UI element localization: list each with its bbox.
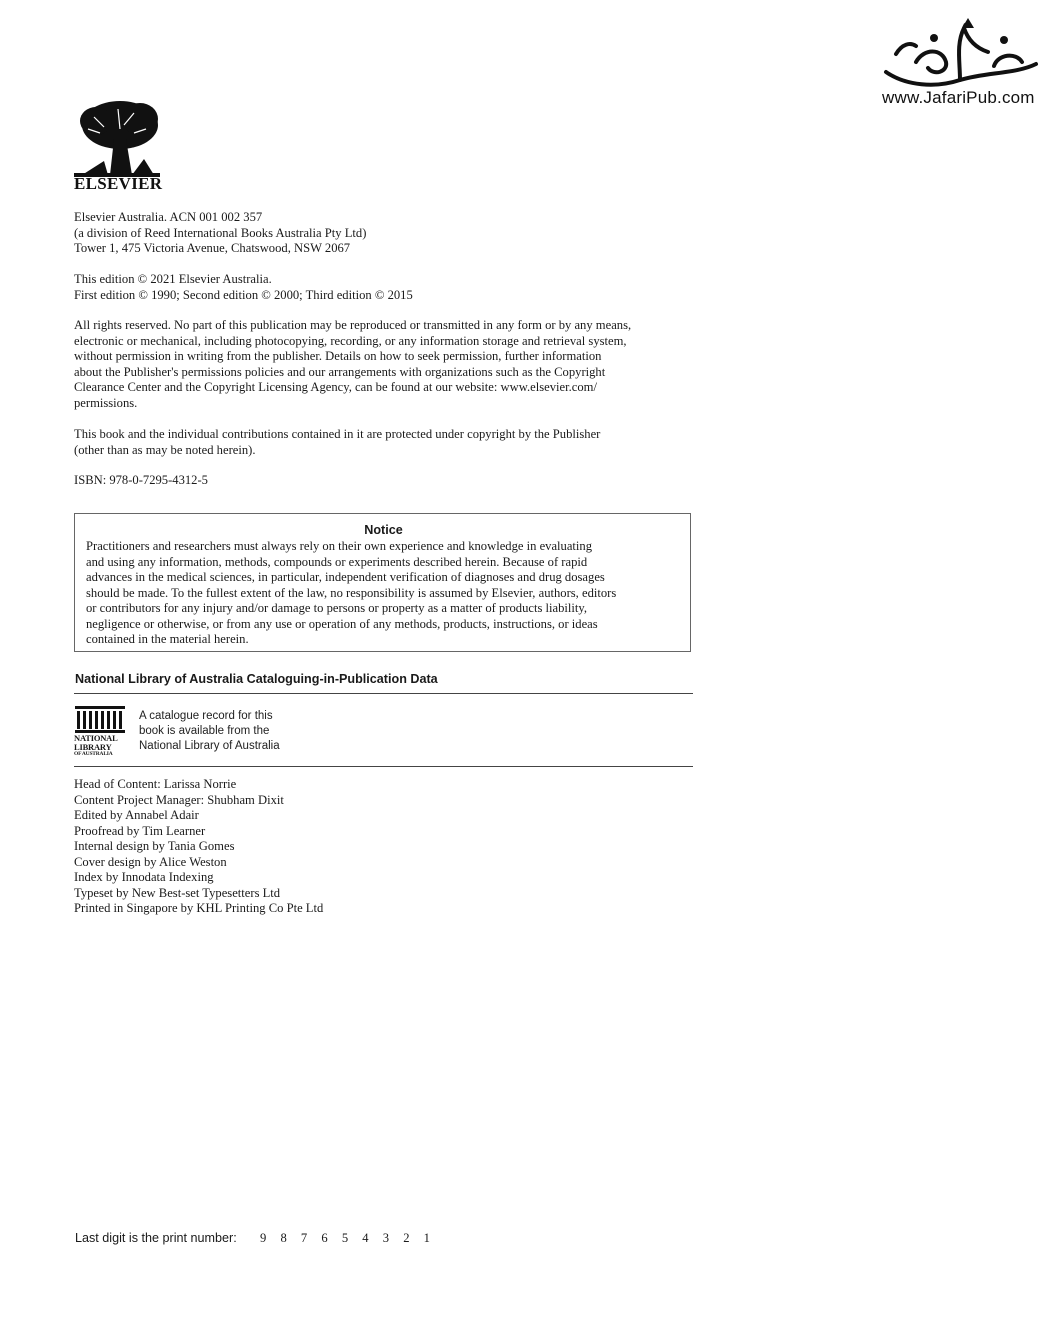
- notice-line: should be made. To the fullest extent of the law, no responsibility is assumed by Elsevier, authors, editors: [86, 585, 617, 600]
- print-digit: 2: [403, 1231, 410, 1245]
- copyright-note: [74, 427, 600, 458]
- credit-line: Content Project Manager: Shubham Dixit: [74, 792, 284, 807]
- nla-logo-line: OF AUSTRALIA: [74, 751, 113, 757]
- notice-box: [74, 513, 691, 652]
- catalogue-line: A catalogue record for this: [139, 710, 273, 722]
- imprint-line: Elsevier Australia. ACN 001 002 357: [74, 210, 263, 224]
- rights-line: permissions.: [74, 395, 138, 410]
- edition-line: This edition © 2021 Elsevier Australia.: [74, 272, 272, 286]
- credit-line: Head of Content: Larissa Norrie: [74, 777, 237, 791]
- cip-top-rule: [74, 693, 693, 694]
- catalogue-record-text: [139, 709, 280, 754]
- print-number-line: [75, 1231, 430, 1246]
- print-digit: 4: [362, 1231, 369, 1245]
- print-digit: 1: [423, 1231, 430, 1245]
- credit-line: Typeset by New Best-set Typesetters Ltd: [74, 885, 281, 900]
- edition-history: [74, 272, 413, 303]
- notice-line: and using any information, methods, compounds or experiments described herein. Because of rapid: [86, 554, 588, 569]
- notice-line: or contributors for any injury and/or damage to persons or property as a matter of products liability,: [86, 601, 588, 615]
- nla-logo-text: [74, 734, 126, 757]
- rights-line: Clearance Center and the Copyright Licensing Agency, can be found at our website: www.elsevier.com/: [74, 380, 597, 394]
- credit-line: Printed in Singapore by KHL Printing Co Pte Ltd: [74, 901, 324, 915]
- rights-line: electronic or mechanical, including photocopying, recording, or any information storage and retrieval system,: [74, 333, 627, 348]
- notice-line: Practitioners and researchers must always rely on their own experience and knowledge in evaluating: [86, 539, 593, 553]
- imprint-line: Tower 1, 475 Victoria Avenue, Chatswood, NSW 2067: [74, 241, 351, 255]
- watermark-url: www.JafariPub.com: [882, 88, 1035, 107]
- copyright-line: (other than as may be noted herein).: [74, 442, 256, 457]
- nla-logo-line: NATIONAL: [74, 733, 118, 743]
- production-credits: [74, 777, 323, 917]
- catalogue-line: book is available from the: [139, 725, 270, 737]
- print-digit: 8: [280, 1231, 287, 1245]
- edition-line: First edition © 1990; Second edition © 2000; Third edition © 2015: [74, 287, 413, 302]
- notice-line: advances in the medical sciences, in particular, independent verification of diagnoses and drug dosages: [86, 570, 605, 584]
- nla-logo-line: LIBRARY: [74, 741, 112, 752]
- credit-line: Cover design by Alice Weston: [74, 854, 227, 869]
- imprint-address: [74, 210, 366, 257]
- imprint-line: (a division of Reed International Books Australia Pty Ltd): [74, 225, 367, 240]
- notice-body: [86, 539, 616, 648]
- print-digit: 9: [260, 1231, 267, 1245]
- notice-title: Notice: [364, 523, 403, 537]
- print-digit: 6: [321, 1231, 328, 1245]
- copyright-line: This book and the individual contributions contained in it are protected under copyright by the Publisher: [74, 427, 601, 441]
- notice-line: negligence or otherwise, or from any use or operation of any methods, products, instructions, or ideas: [86, 616, 598, 631]
- cip-bottom-rule: [74, 766, 693, 767]
- rights-line: without permission in writing from the publisher. Details on how to seek permission, further information: [74, 349, 602, 363]
- rights-line: about the Publisher's permissions policies and our arrangements with organizations such as the Copyright: [74, 364, 606, 379]
- elsevier-wordmark: ELSEVIER: [74, 174, 163, 193]
- credit-line: Edited by Annabel Adair: [74, 808, 199, 822]
- print-digit: 5: [341, 1231, 349, 1245]
- cip-title: National Library of Australia Cataloguing-in-Publication Data: [75, 672, 438, 686]
- rights-line: All rights reserved. No part of this publication may be reproduced or transmitted in any form or by any means,: [74, 318, 632, 332]
- credit-line: Internal design by Tania Gomes: [74, 839, 235, 853]
- print-digit: 3: [382, 1231, 390, 1245]
- print-number-label: Last digit is the print number:: [75, 1231, 237, 1245]
- nla-logo-icon: [74, 704, 126, 756]
- credit-line: Index by Innodata Indexing: [74, 870, 214, 884]
- credit-line: Proofread by Tim Learner: [74, 823, 206, 838]
- notice-line: contained in the material herein.: [86, 632, 249, 646]
- isbn: ISBN: 978-0-7295-4312-5: [74, 473, 208, 487]
- rights-statement: [74, 318, 631, 411]
- catalogue-line: National Library of Australia: [139, 740, 280, 752]
- print-digit: 7: [300, 1231, 308, 1245]
- elsevier-tree-logo-icon: [74, 99, 160, 177]
